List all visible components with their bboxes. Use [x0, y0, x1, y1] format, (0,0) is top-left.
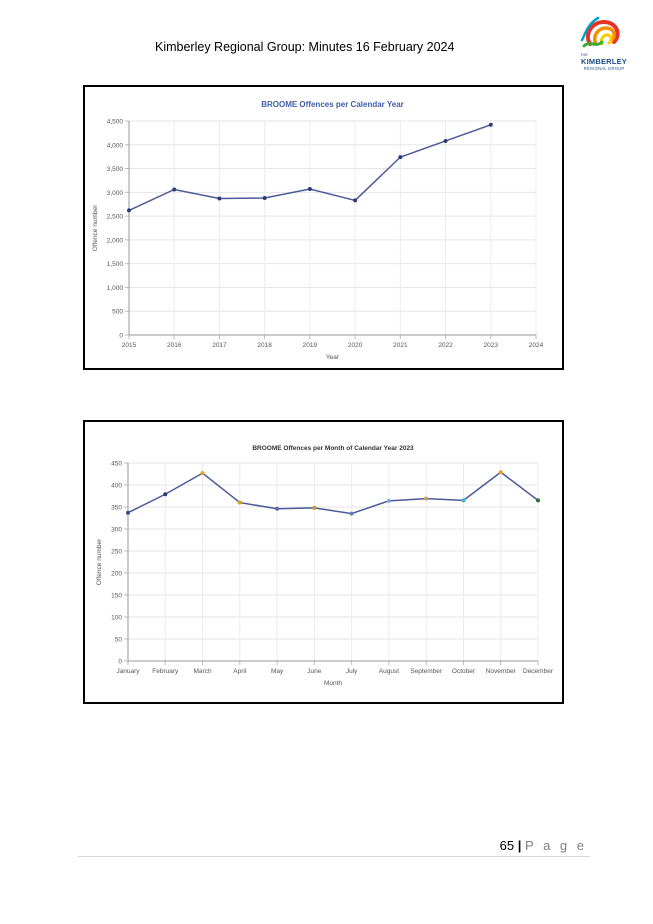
- x-tick-label: 2022: [438, 342, 453, 349]
- y-tick-label: 1,000: [106, 284, 123, 292]
- x-tick-label: November: [485, 668, 516, 675]
- y-axis-label: Offence number: [96, 538, 103, 586]
- data-point: [387, 499, 391, 503]
- monthly-offences-chart-svg: [85, 422, 562, 702]
- x-tick-label: 2024: [528, 342, 544, 349]
- x-tick-label: October: [451, 668, 476, 675]
- y-tick-label: 400: [111, 482, 122, 490]
- y-tick-label: 100: [111, 614, 122, 622]
- data-point: [461, 498, 465, 502]
- data-point: [489, 123, 493, 127]
- data-point: [126, 511, 130, 515]
- yearly-offences-chart: [83, 85, 564, 370]
- page-number-footer: [500, 838, 587, 853]
- y-tick-label: 50: [114, 636, 122, 644]
- y-tick-label: 250: [111, 548, 122, 556]
- chart-title: BROOME Offences per Month of Calendar Year 2023: [252, 445, 414, 452]
- y-tick-label: 200: [111, 570, 122, 578]
- data-point: [350, 512, 354, 516]
- data-point: [312, 506, 316, 510]
- page-header-title: Kimberley Regional Group: Minutes 16 February 2024: [155, 40, 455, 54]
- data-point: [263, 196, 267, 200]
- x-tick-label: August: [378, 668, 400, 675]
- x-tick-label: February: [152, 668, 179, 675]
- x-tick-label: December: [523, 668, 553, 675]
- y-tick-label: 1,500: [106, 261, 123, 269]
- kimberley-regional-group-logo: [576, 14, 632, 72]
- y-tick-label: 500: [112, 308, 123, 316]
- data-point: [163, 492, 167, 496]
- x-tick-label: March: [193, 668, 212, 675]
- x-tick-label: 2023: [483, 342, 499, 349]
- data-point: [238, 501, 242, 505]
- x-tick-label: 2018: [257, 342, 272, 349]
- data-point: [398, 155, 402, 159]
- data-point: [444, 139, 448, 143]
- page-separator: |: [517, 838, 522, 853]
- x-tick-label: July: [345, 668, 358, 675]
- data-point: [536, 498, 540, 502]
- x-tick-label: 2015: [121, 342, 137, 349]
- data-point: [424, 497, 428, 501]
- y-tick-label: 2,500: [106, 213, 123, 221]
- yearly-offences-chart-svg: [85, 87, 562, 368]
- chart-title: BROOME Offences per Calendar Year: [261, 100, 404, 109]
- data-point: [499, 470, 503, 474]
- data-point: [353, 198, 357, 202]
- x-tick-label: September: [410, 668, 443, 675]
- x-tick-label: 2020: [347, 342, 363, 349]
- data-point: [201, 471, 205, 475]
- x-tick-label: 2017: [212, 342, 227, 349]
- x-tick-label: January: [116, 668, 140, 675]
- monthly-offences-chart: [83, 420, 564, 704]
- y-tick-label: 350: [111, 504, 122, 512]
- x-axis-label: Month: [323, 680, 343, 687]
- y-tick-label: 150: [111, 592, 122, 600]
- y-tick-label: 0: [119, 332, 123, 340]
- logo-swirl-icon: [576, 14, 632, 54]
- y-tick-label: 300: [111, 526, 122, 534]
- x-tick-label: June: [307, 668, 322, 675]
- y-tick-label: 450: [111, 460, 122, 468]
- y-axis-label: Offence number: [92, 204, 99, 252]
- logo-the-text: THE: [580, 52, 588, 57]
- x-tick-label: April: [233, 668, 247, 675]
- data-point: [308, 187, 312, 191]
- data-point: [217, 197, 221, 201]
- y-tick-label: 4,000: [106, 142, 123, 150]
- logo-name-text: KIMBERLEY: [581, 57, 627, 66]
- x-axis-label: Year: [325, 354, 340, 361]
- x-tick-label: 2016: [166, 342, 182, 349]
- data-point: [275, 507, 279, 511]
- footer-divider: [78, 856, 590, 857]
- y-tick-label: 4,500: [106, 118, 123, 126]
- page-word: P a g e: [525, 838, 587, 853]
- data-point: [172, 187, 176, 191]
- x-tick-label: May: [270, 668, 284, 675]
- y-tick-label: 2,000: [106, 237, 123, 245]
- y-tick-label: 0: [118, 658, 122, 666]
- y-tick-label: 3,000: [106, 189, 123, 197]
- data-point: [127, 208, 131, 212]
- logo-sub-text: REGIONAL GROUP: [583, 66, 625, 71]
- x-tick-label: 2021: [393, 342, 408, 349]
- y-tick-label: 3,500: [106, 166, 123, 174]
- page-number: 65: [499, 838, 515, 853]
- x-tick-label: 2019: [302, 342, 318, 349]
